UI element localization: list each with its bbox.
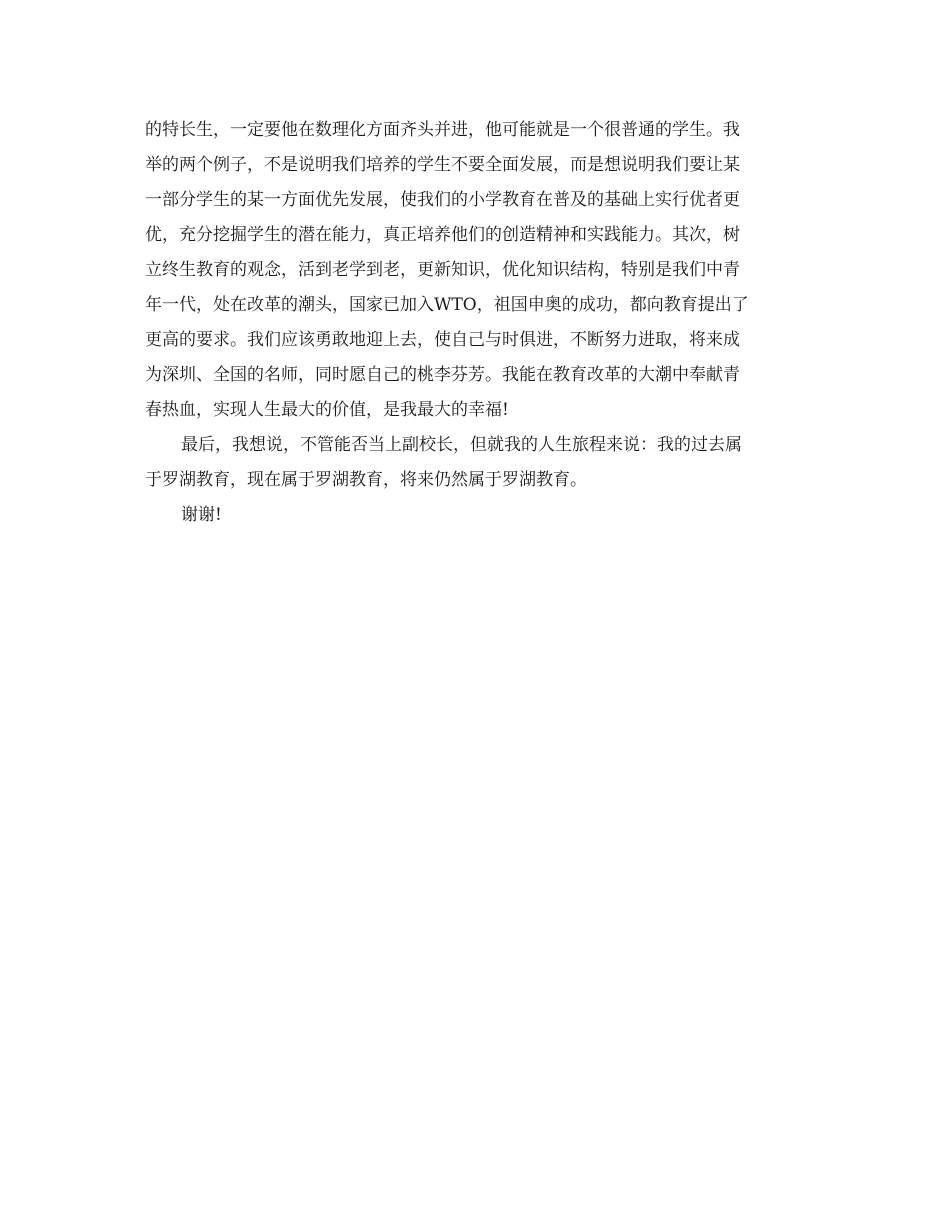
paragraph-1-line-8: 为深圳、全国的名师，同时愿自己的桃李芬芳。我能在教育改革的大潮中奉献青 — [145, 365, 740, 385]
paragraph-1-line-9: 春热血，实现人生最大的价值，是我最大的幸福! — [145, 400, 509, 420]
paragraph-1-line-4: 优，充分挖掘学生的潜在能力，真正培养他们的创造精神和实践能力。其次，树 — [145, 225, 740, 245]
paragraph-1-line-1: 的特长生，一定要他在数理化方面齐头并进，他可能就是一个很普通的学生。我 — [145, 120, 740, 140]
paragraph-1-line-2: 举的两个例子，不是说明我们培养的学生不要全面发展，而是想说明我们要让某 — [145, 155, 740, 175]
body-text — [145, 113, 805, 533]
paragraph-1-line-5: 立终生教育的观念，活到老学到老，更新知识，优化知识结构，特别是我们中青 — [145, 260, 740, 280]
paragraph-2-line-2: 于罗湖教育，现在属于罗湖教育，将来仍然属于罗湖教育。 — [145, 470, 587, 490]
closing-thanks: 谢谢! — [181, 505, 222, 525]
paragraph-1-line-6: 年一代，处在改革的潮头，国家已加入WTO，祖国申奥的成功，都向教育提出了 — [145, 295, 749, 315]
paragraph-1-line-3: 一部分学生的某一方面优先发展，使我们的小学教育在普及的基础上实行优者更 — [145, 190, 740, 210]
paragraph-2-line-1: 最后，我想说，不管能否当上副校长，但就我的人生旅程来说：我的过去属 — [181, 435, 742, 455]
paragraph-1-line-7: 更高的要求。我们应该勇敢地迎上去，使自己与时俱进，不断努力进取，将来成 — [145, 330, 740, 350]
